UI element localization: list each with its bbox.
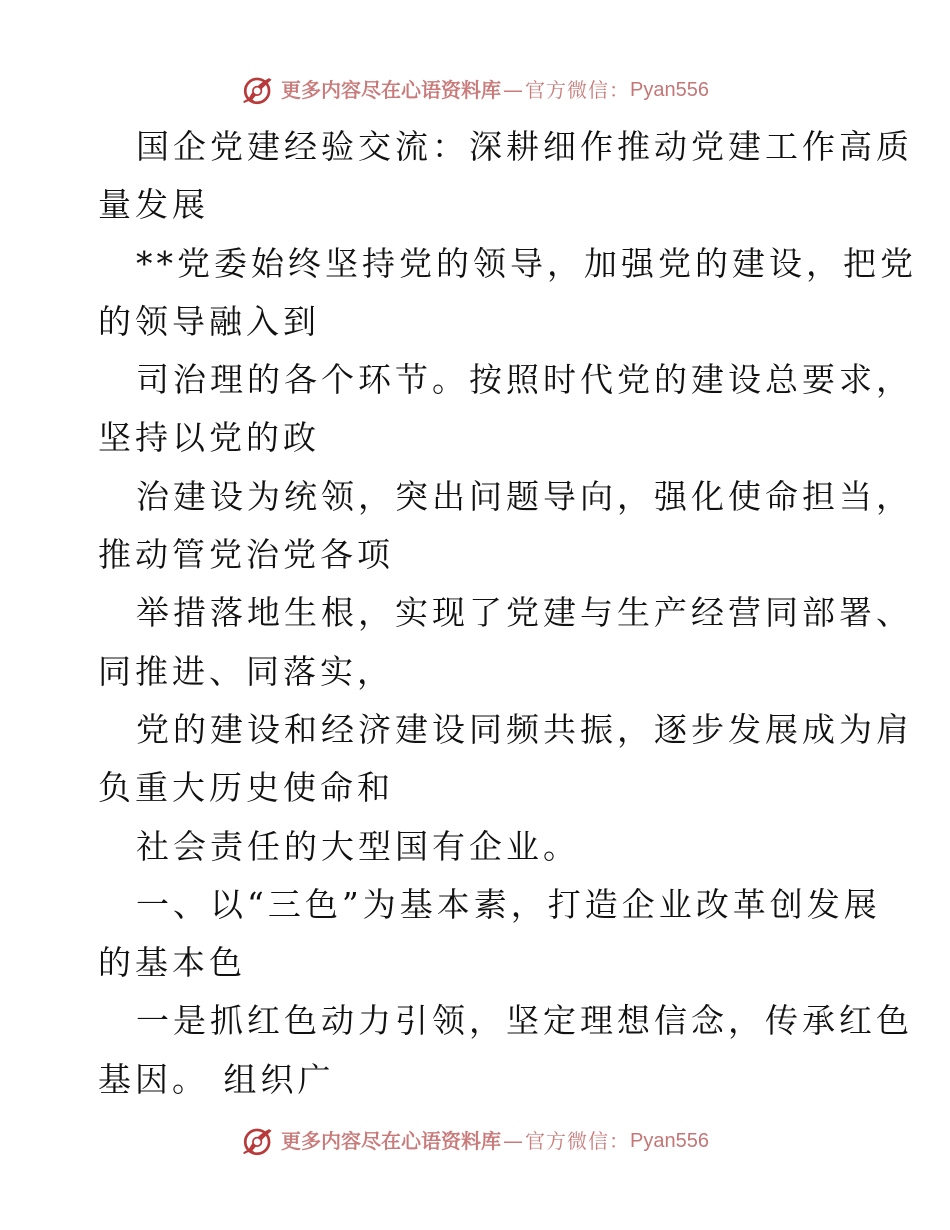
wechat-id: Pyan556: [630, 79, 709, 101]
text-line: 量发展: [98, 185, 209, 225]
brush-pen-logo-icon: [241, 1124, 275, 1158]
text-line: 社会责任的大型国有企业。: [136, 826, 580, 866]
library-name: 更多内容尽在心语资料库: [281, 78, 502, 102]
text-line: 司治理的各个环节。按照时代党的建设总要求，: [136, 360, 913, 400]
wechat-id: Pyan556: [630, 1130, 709, 1152]
text-line: 国企党建经验交流：深耕细作推动党建工作高质: [136, 127, 913, 166]
text-line: 党的建设和经济建设同频共振，逐步发展成为肩: [136, 709, 913, 749]
banner-text: [281, 78, 709, 102]
header-banner: [0, 70, 950, 110]
text-line: 的基本色: [98, 943, 246, 983]
text-line: 一、以“三色”为基本素，打造企业改革创发展: [136, 884, 881, 924]
text-line: 治建设为统领，突出问题导向，强化使命担当，: [136, 476, 913, 516]
document-body: [98, 118, 917, 1109]
wechat-label: 官方微信：: [525, 78, 631, 102]
banner-separator: —: [503, 78, 524, 102]
footer-banner: [0, 1121, 950, 1161]
library-name: 更多内容尽在心语资料库: [281, 1129, 502, 1153]
banner-text: [281, 1129, 709, 1153]
text-line: 举措落地生根，实现了党建与生产经营同部署、: [136, 593, 913, 633]
text-line: 同推进、同落实，: [98, 651, 394, 691]
text-line: 负重大历史使命和: [98, 768, 394, 808]
text-line: 一是抓红色动力引领，坚定理想信念，传承红色: [136, 1001, 913, 1041]
brush-pen-logo-icon: [241, 73, 275, 107]
banner-separator: —: [503, 1129, 524, 1153]
text-line: **党委始终坚持党的领导，加强党的建设，把党: [136, 243, 917, 283]
text-line: 推动管党治党各项: [98, 535, 394, 575]
wechat-label: 官方微信：: [525, 1129, 631, 1153]
text-line: 基因。 组织广: [98, 1059, 335, 1099]
text-line: 坚持以党的政: [98, 418, 320, 458]
text-line: 的领导融入到: [98, 301, 320, 341]
